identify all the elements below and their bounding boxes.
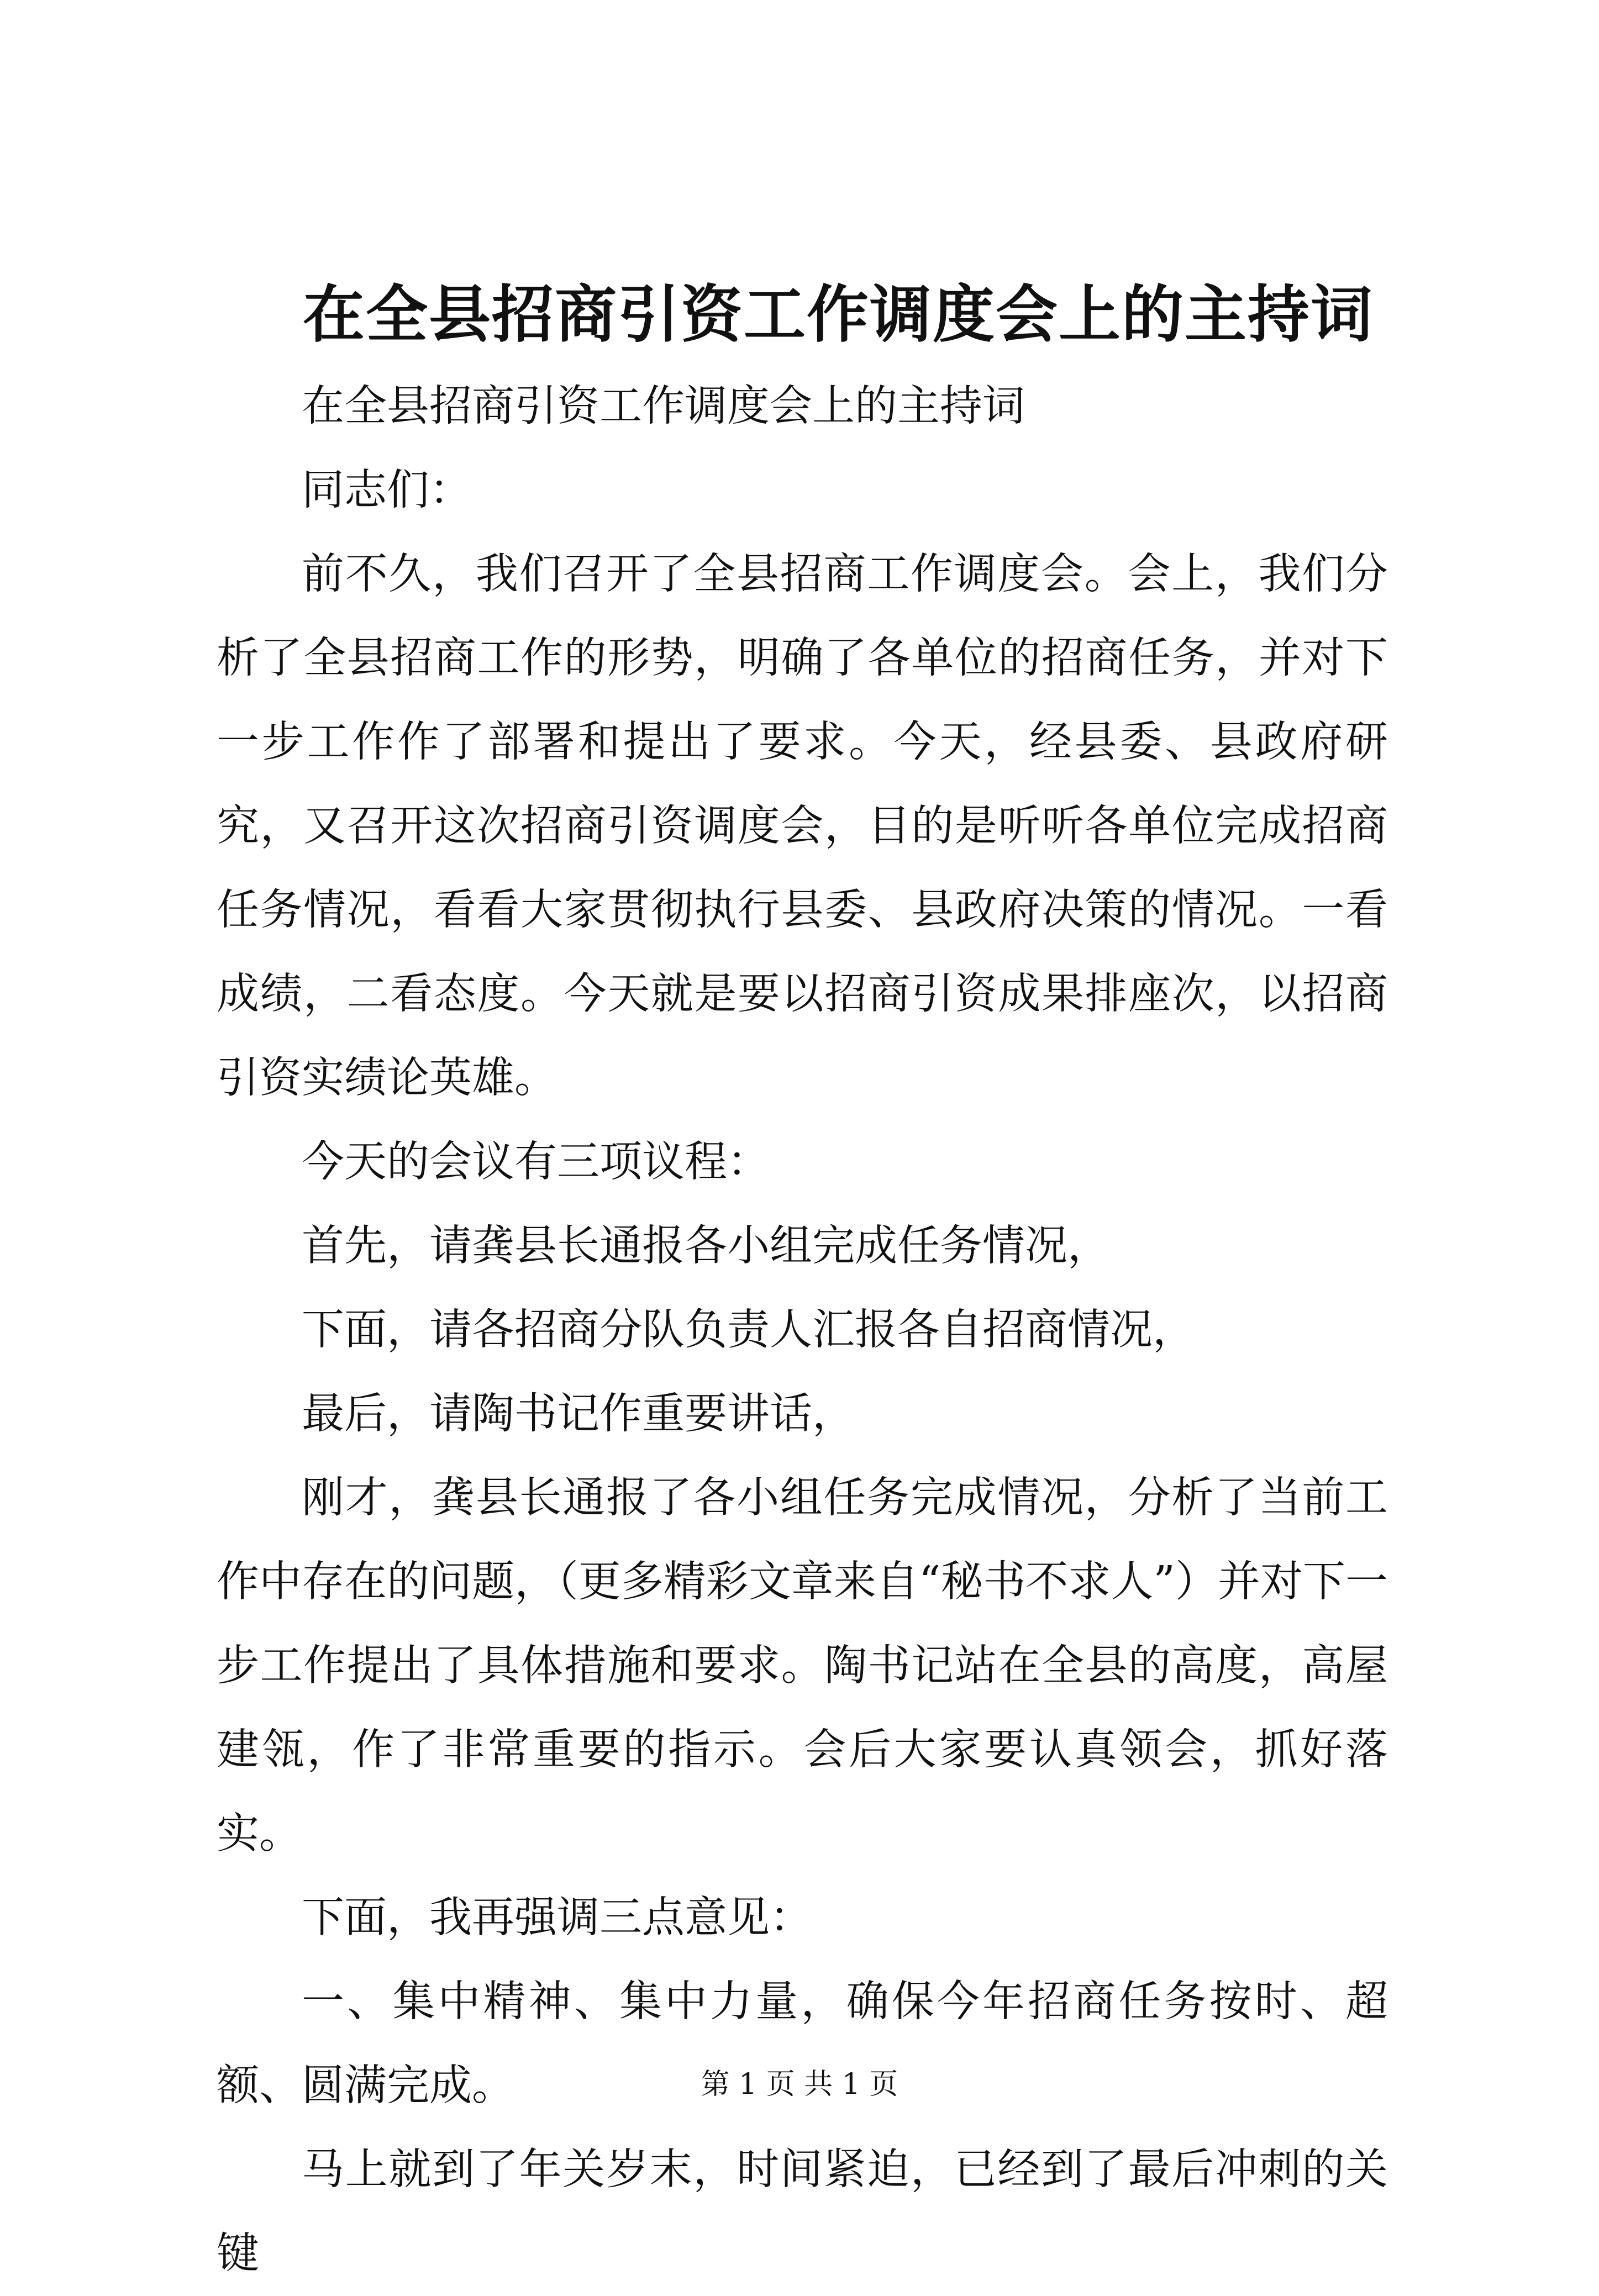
paragraph-point-1: 一、集中精神、集中力量，确保今年招商任务按时、超额、圆满完成。 [217, 1977, 1388, 2110]
paragraph-agenda-item-3: 最后，请陶书记作重要讲话， [302, 1389, 855, 1439]
paragraph-agenda-heading: 今天的会议有三项议程： [302, 1138, 770, 1187]
paragraph-greeting: 同志们： [302, 466, 472, 515]
paragraph-agenda-item-1: 首先，请龚县长通报各小组完成任务情况， [302, 1221, 1110, 1271]
paragraph-agenda-item-2: 下面，请各招商分队负责人汇报各自招商情况， [302, 1305, 1195, 1355]
paragraph-point-1-body: 马上就到了年关岁末，时间紧迫，已经到了最后冲刺的关键 [217, 2145, 1388, 2278]
page-footer: 第 1 页 共 1 页 [701, 2068, 898, 2101]
paragraph-intro: 前不久，我们召开了全县招商工作调度会。会上，我们分析了全县招商工作的形势，明确了各单位的招商任务，并对下一步工作作了部署和提出了要求。今天，经县委、县政府研究，又召开这次招商引资调度会，目的是听听各单位完成招商任务情况，看看大家贯彻执行县委、县政府决策的情况。一看成绩，二看态度。今天就是要以招商引资成果排座次，以招商引资实绩论英雄。 [217, 550, 1388, 1103]
paragraph-subtitle: 在全县招商引资工作调度会上的主持词 [302, 382, 1025, 431]
document-title: 在全县招商引资工作调度会上的主持词 [303, 278, 1374, 351]
paragraph-summary: 刚才，龚县长通报了各小组任务完成情况，分析了当前工作中存在的问题，（更多精彩文章来自“秘书不求人”）并对下一步工作提出了具体措施和要求。陶书记站在全县的高度，高屋建瓴，作了非常重要的指示。会后大家要认真领会，抓好落实。 [217, 1473, 1388, 1858]
paragraph-emphasis-heading: 下面，我再强调三点意见： [302, 1893, 812, 1942]
document-body [217, 365, 1388, 2296]
